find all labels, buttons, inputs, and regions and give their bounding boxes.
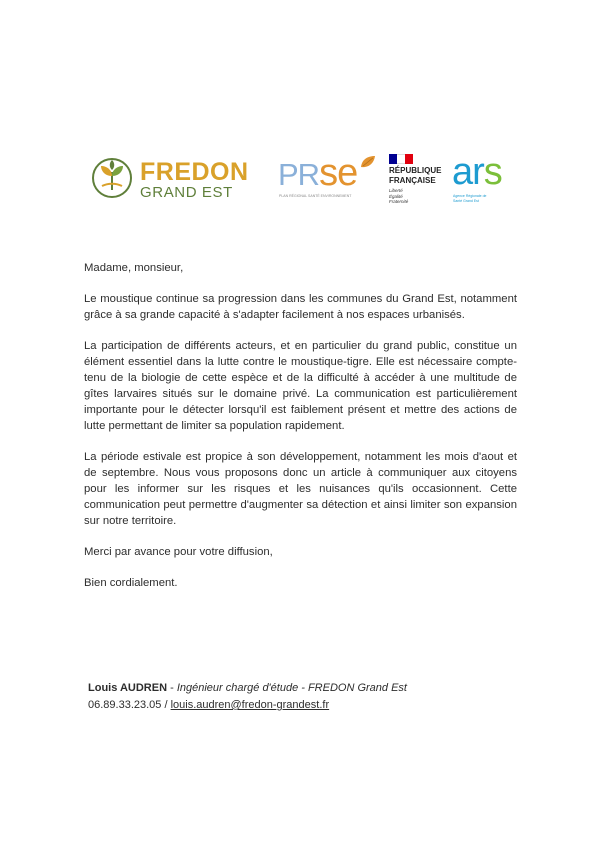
signature-line bbox=[88, 680, 407, 697]
signature-contact bbox=[88, 697, 407, 714]
signature-role: Ingénieur chargé d'étude - FREDON Grand Est bbox=[176, 682, 407, 694]
prse-wordmark-prefix: PR bbox=[278, 157, 320, 192]
ars-wordmark bbox=[452, 152, 502, 192]
ars-logo bbox=[452, 151, 522, 208]
signature-block bbox=[88, 680, 407, 714]
motto-fraternite: Fraternité bbox=[389, 199, 409, 204]
ars-wordmark-suffix: s bbox=[483, 151, 502, 193]
signature-email-link[interactable]: louis.audren@fredon-grandest.fr bbox=[170, 699, 330, 711]
letter-paragraph-1: Le moustique continue sa progression dans les communes du Grand Est, notamment grâce à sa grande capacité à s'adapter facilement à nos espaces urbanisés. bbox=[84, 293, 517, 321]
ars-tagline: Agence Régionale de Santé Grand Est bbox=[453, 194, 487, 203]
prse-logo bbox=[278, 152, 378, 208]
republique-motto bbox=[389, 188, 408, 205]
signature-phone: 06.89.33.23.05 bbox=[88, 699, 162, 711]
ars-wordmark-prefix: ar bbox=[452, 151, 484, 193]
logo-banner bbox=[0, 150, 595, 212]
republique-line2: FRANÇAISE bbox=[389, 176, 436, 185]
signature-author: Louis AUDREN bbox=[88, 682, 168, 694]
signature-separator: - bbox=[167, 682, 177, 694]
motto-egalite: Égalité bbox=[389, 193, 403, 199]
letter-closing-regards: Bien cordialement. bbox=[84, 577, 178, 589]
letter-paragraph-3: La période estivale est propice à son développement, notamment les mois d'aout et de septembre. Nous vous proposons donc un article à communiquer aux citoyens pour les informer sur les risques et les nuisances qu'ils occasionnent. Cette communication peut permettre d'augmenter sa détection et ainsi limiter son expansion sur notre territoire. bbox=[84, 451, 517, 527]
prse-wordmark bbox=[278, 154, 357, 194]
letter-closing-thanks: Merci par avance pour votre diffusion, bbox=[84, 546, 273, 558]
letter-greeting: Madame, monsieur, bbox=[84, 262, 184, 274]
letter-body bbox=[84, 260, 517, 591]
fredon-emblem-icon bbox=[90, 156, 134, 200]
letter-paragraph-2: La participation de différents acteurs, et en particulier du grand public, constitue un élément essentiel dans la lutte contre le moustique-tigre. Elle est nécessaire compte-tenu de la biologie de cette espèce et de la difficulté à accéder à une multitude de gîtes larvaires situés sur le domaine privé. La communication est particulièrement importante pour le détecter lorsqu'il est faiblement présent et mettre des actions de lutte permettant de limiter sa population rapidement. bbox=[84, 340, 517, 432]
fredon-logo-name: FREDON bbox=[140, 158, 249, 186]
republique-francaise-logo bbox=[389, 154, 449, 210]
prse-wordmark-suffix: se bbox=[319, 152, 358, 194]
signature-contact-separator: / bbox=[161, 699, 171, 711]
motto-liberte: Liberté bbox=[389, 188, 403, 193]
republique-name bbox=[389, 166, 441, 186]
prse-tagline: PLAN RÉGIONAL SANTÉ ENVIRONNEMENT bbox=[279, 194, 352, 198]
republique-line1: RÉPUBLIQUE bbox=[389, 166, 442, 175]
french-flag-icon bbox=[389, 154, 413, 164]
fredon-logo bbox=[90, 156, 265, 206]
leaf-icon bbox=[360, 155, 376, 169]
fredon-logo-subtitle: GRAND EST bbox=[140, 184, 233, 201]
